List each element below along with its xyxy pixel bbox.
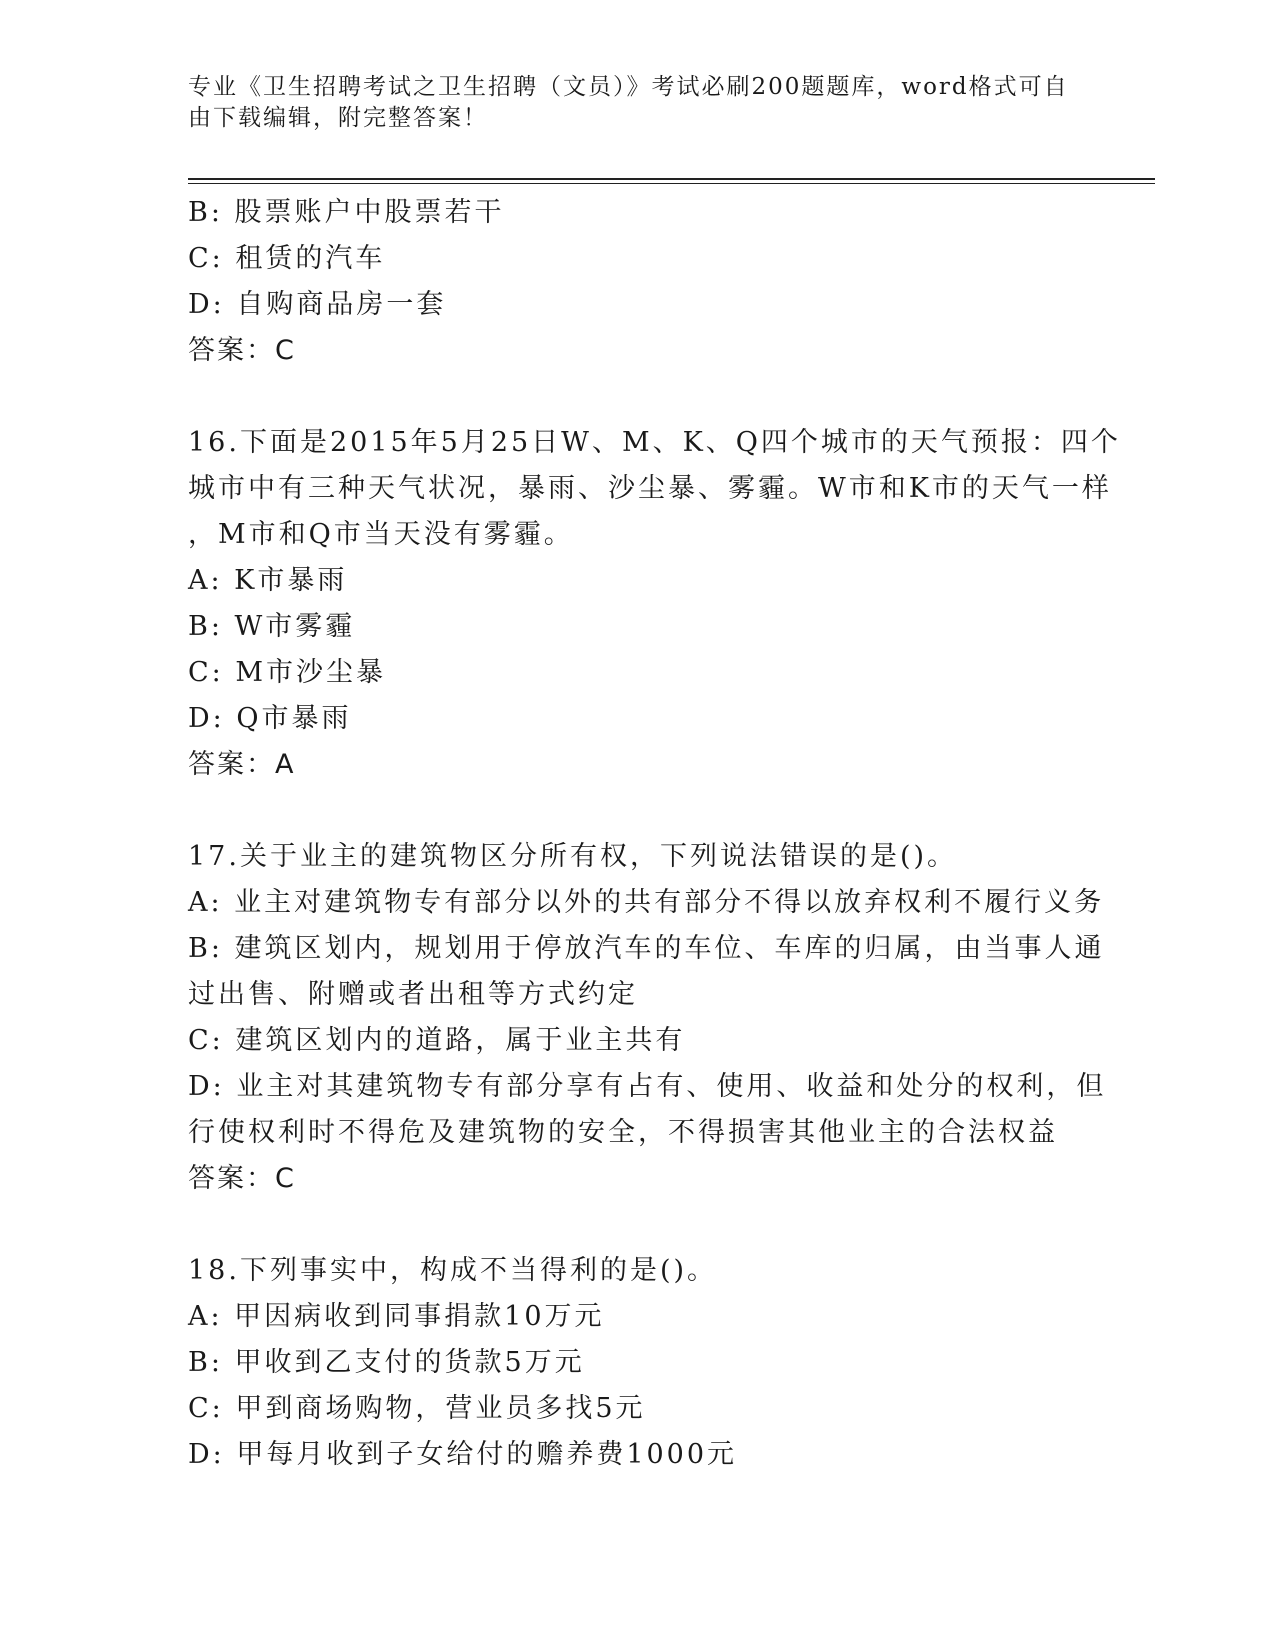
option-c: C: 租赁的汽车 xyxy=(188,243,386,274)
option-d: D: 自购商品房一套 xyxy=(188,289,447,320)
answer-line: 答案：A xyxy=(188,749,296,780)
question-stem: 18.下列事实中，构成不当得利的是()。 xyxy=(188,1255,718,1286)
header-divider-thick xyxy=(188,178,1155,180)
option-a: A: K市暴雨 xyxy=(188,565,348,596)
option-a: A: 甲因病收到同事捐款10万元 xyxy=(188,1301,605,1332)
spacer xyxy=(188,374,1088,420)
header-divider-thin xyxy=(188,183,1155,184)
option-d: D: 业主对其建筑物专有部分享有占有、使用、收益和处分的权利，但 xyxy=(188,1071,1107,1102)
option-b: B: 甲收到乙支付的货款5万元 xyxy=(188,1347,585,1378)
question-stem: 16.下面是2015年5月25日W、M、K、Q四个城市的天气预报：四个 xyxy=(188,427,1121,458)
option-d: D: Q市暴雨 xyxy=(188,703,352,734)
option-b-continued: 过出售、附赠或者出租等方式约定 xyxy=(188,979,638,1010)
question-stem: ，M市和Q市当天没有雾霾。 xyxy=(188,519,574,550)
option-c: C: M市沙尘暴 xyxy=(188,657,386,688)
header-line-1: 专业《卫生招聘考试之卫生招聘（文员）》考试必刷200题题库，word格式可自 xyxy=(188,74,1069,100)
header-line-2: 由下载编辑，附完整答案！ xyxy=(188,105,488,131)
option-d-continued: 行使权利时不得危及建筑物的安全，不得损害其他业主的合法权益 xyxy=(188,1117,1058,1148)
spacer xyxy=(188,788,1088,834)
question-15-tail xyxy=(188,190,1088,374)
option-b: B: W市雾霾 xyxy=(188,611,356,642)
answer-line: 答案：C xyxy=(188,335,296,366)
option-b: B: 建筑区划内，规划用于停放汽车的车位、车库的归属，由当事人通 xyxy=(188,933,1105,964)
spacer xyxy=(188,1202,1088,1248)
question-stem: 城市中有三种天气状况，暴雨、沙尘暴、雾霾。W市和K市的天气一样 xyxy=(188,473,1112,504)
question-stem: 17.关于业主的建筑物区分所有权，下列说法错误的是()。 xyxy=(188,841,958,872)
option-c: C: 甲到商场购物，营业员多找5元 xyxy=(188,1393,646,1424)
question-16 xyxy=(188,420,1121,788)
option-d: D: 甲每月收到子女给付的赡养费1000元 xyxy=(188,1439,738,1470)
question-17 xyxy=(188,834,1107,1202)
option-a: A: 业主对建筑物专有部分以外的共有部分不得以放弃权利不履行义务 xyxy=(188,887,1105,918)
question-18 xyxy=(188,1248,1088,1478)
question-list xyxy=(188,190,1121,1478)
answer-line: 答案：C xyxy=(188,1163,296,1194)
document-header xyxy=(188,72,1068,134)
option-b: B: 股票账户中股票若干 xyxy=(188,197,505,228)
option-c: C: 建筑区划内的道路，属于业主共有 xyxy=(188,1025,686,1056)
